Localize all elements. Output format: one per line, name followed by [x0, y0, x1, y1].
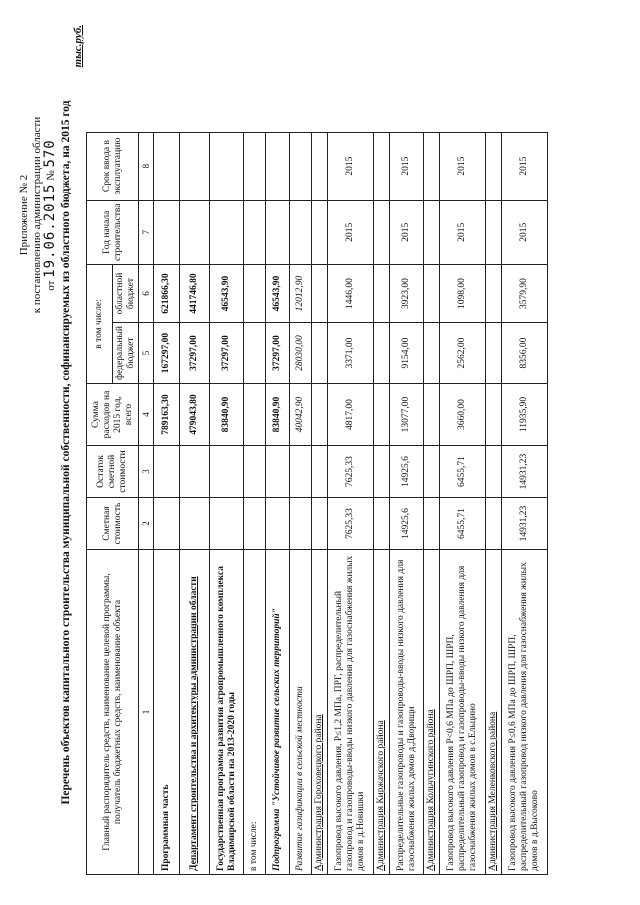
- header-remaining: Остаток сметной стоимости: [87, 446, 139, 498]
- cell-regional: 3579,90: [502, 265, 548, 323]
- unit-label: тыс.руб.: [72, 25, 84, 68]
- cell-federal: 167297,00: [154, 323, 180, 384]
- table-row: [210, 132, 244, 874]
- cell-regional: 12012,90: [290, 265, 312, 323]
- cell-estimate: [424, 498, 440, 550]
- column-index: 8: [139, 132, 154, 200]
- cell-total: [374, 384, 390, 446]
- table-row: [290, 132, 312, 874]
- cell-federal: 9154,00: [390, 323, 424, 384]
- cell-total: [312, 384, 328, 446]
- appendix-subtitle: к постановлению администрации области: [31, 116, 43, 314]
- cell-regional: [424, 265, 440, 323]
- row-name: Газопровод высокого давления Р<0,6 МПа до ШРП, ШРП, распределительный газопровод и газопроводы-вводы низкого давления для газоснабжения жилых домов в с.Ельцино: [440, 550, 486, 875]
- cell-total: 4817,00: [328, 384, 374, 446]
- row-name: Газопровод высокого давления Р≤0,6 МПа до ШРП, ШРП, распределительный газопровод низкого давления для газоснабжения жилых домов в д.Высоково: [502, 550, 548, 875]
- cell-start-year: [210, 200, 244, 264]
- cell-regional: 1098,00: [440, 265, 486, 323]
- cell-federal: [312, 323, 328, 384]
- cell-estimate: 14925,6: [390, 498, 424, 550]
- row-name: Развитие газификации в сельской местности: [290, 550, 312, 875]
- column-index: 5: [139, 323, 154, 384]
- cell-estimate: [312, 498, 328, 550]
- column-index: 3: [139, 446, 154, 498]
- cell-federal: [486, 323, 502, 384]
- row-name: в том числе:: [244, 550, 266, 875]
- cell-commissioning: 2015: [440, 132, 486, 200]
- table-row: [374, 132, 390, 874]
- cell-total: 83840,90: [266, 384, 290, 446]
- cell-regional: 46543,90: [266, 265, 290, 323]
- cell-start-year: [374, 200, 390, 264]
- cell-estimate: [180, 498, 210, 550]
- table-row: [154, 132, 180, 874]
- cell-commissioning: [180, 132, 210, 200]
- date-prefix: от: [45, 280, 57, 291]
- header-total-2015: Сумма расходов на 2015 год, всего: [87, 384, 139, 446]
- cell-federal: 2562,00: [440, 323, 486, 384]
- cell-federal: [244, 323, 266, 384]
- cell-commissioning: [486, 132, 502, 200]
- cell-remaining: [244, 446, 266, 498]
- header-federal: федеральный бюджет: [113, 323, 139, 384]
- cell-commissioning: [290, 132, 312, 200]
- cell-remaining: [290, 446, 312, 498]
- cell-regional: 621866,30: [154, 265, 180, 323]
- cell-remaining: [486, 446, 502, 498]
- cell-start-year: [312, 200, 328, 264]
- cell-remaining: [266, 446, 290, 498]
- cell-commissioning: [266, 132, 290, 200]
- cell-remaining: 14931,23: [502, 446, 548, 498]
- cell-regional: 1446,00: [328, 265, 374, 323]
- cell-start-year: [290, 200, 312, 264]
- cell-estimate: [374, 498, 390, 550]
- cell-commissioning: [244, 132, 266, 200]
- table-row: [486, 132, 502, 874]
- table-row: [244, 132, 266, 874]
- cell-total: 789163,30: [154, 384, 180, 446]
- cell-remaining: [210, 446, 244, 498]
- cell-total: 3660,00: [440, 384, 486, 446]
- column-index: 1: [139, 550, 154, 875]
- appendix-date-line: [44, 65, 58, 365]
- cell-start-year: [154, 200, 180, 264]
- cell-federal: [374, 323, 390, 384]
- column-index-row: [139, 132, 154, 874]
- cell-start-year: [486, 200, 502, 264]
- table-row: [440, 132, 486, 874]
- number-sign: №: [45, 170, 57, 181]
- cell-remaining: [180, 446, 210, 498]
- document-title: Перечень объектов капитального строительства муниципальной собственности, софинансируемых из областного бюджета, на 2015 год: [60, 100, 72, 805]
- column-index: 2: [139, 498, 154, 550]
- table-row: [328, 132, 374, 874]
- column-index: 6: [139, 265, 154, 323]
- cell-total: 40042,90: [290, 384, 312, 446]
- cell-estimate: [210, 498, 244, 550]
- header-regional: областной бюджет: [113, 265, 139, 323]
- header-including: в том числе:: [87, 265, 113, 384]
- cell-commissioning: [154, 132, 180, 200]
- row-name: Государственная программа развития агропромышленного комплекса Владимирской области на 2013-2020 годы: [210, 550, 244, 875]
- cell-remaining: [424, 446, 440, 498]
- cell-estimate: [266, 498, 290, 550]
- cell-commissioning: 2015: [502, 132, 548, 200]
- row-name: Распределительные газопроводы и газопроводы-вводы низкого давления для газоснабжения жилых домов д.Дворищи: [390, 550, 424, 875]
- cell-remaining: 14925,6: [390, 446, 424, 498]
- cell-federal: 8356,00: [502, 323, 548, 384]
- cell-start-year: 2015: [440, 200, 486, 264]
- cell-federal: 28030,00: [290, 323, 312, 384]
- cell-commissioning: [210, 132, 244, 200]
- cell-remaining: [154, 446, 180, 498]
- cell-start-year: 2015: [390, 200, 424, 264]
- cell-regional: [486, 265, 502, 323]
- cell-commissioning: 2015: [390, 132, 424, 200]
- cell-regional: 46543,90: [210, 265, 244, 323]
- cell-commissioning: [374, 132, 390, 200]
- table-row: [502, 132, 548, 874]
- cell-remaining: 7625,33: [328, 446, 374, 498]
- cell-total: 11935,90: [502, 384, 548, 446]
- cell-commissioning: [424, 132, 440, 200]
- cell-remaining: [312, 446, 328, 498]
- header-estimate: Сметная стоимость: [87, 498, 139, 550]
- cell-federal: 37297,00: [210, 323, 244, 384]
- cell-regional: [312, 265, 328, 323]
- cell-federal: 37297,00: [266, 323, 290, 384]
- appendix-label: Приложение № 2: [18, 174, 30, 256]
- header-commissioning: Срок ввода в эксплуатацию: [87, 132, 139, 200]
- cell-estimate: 6455,71: [440, 498, 486, 550]
- cell-estimate: 7625,33: [328, 498, 374, 550]
- column-index: 7: [139, 200, 154, 264]
- cell-estimate: 14931,23: [502, 498, 548, 550]
- table-row: [180, 132, 210, 874]
- cell-regional: 441746,80: [180, 265, 210, 323]
- row-name: Газопровод высокого давления, Р≤1,2 МПа, ПРГ, распределительный газопровод и газопроводы-вводы низкого давления для газоснабжения жилых домов в д.Новишки: [328, 550, 374, 875]
- cell-start-year: [266, 200, 290, 264]
- row-name: Администрация Киржачского района: [374, 550, 390, 875]
- decree-number: 570: [42, 139, 58, 168]
- table-row: [390, 132, 424, 874]
- cell-start-year: 2015: [328, 200, 374, 264]
- cell-total: 13077,00: [390, 384, 424, 446]
- row-name: Администрация Кольчугинского района: [424, 550, 440, 875]
- cell-start-year: 2015: [502, 200, 548, 264]
- row-name: Администрация Меленковского района: [486, 550, 502, 875]
- row-name: Подпрограмма "Устойчивое развитие сельских территорий": [266, 550, 290, 875]
- cell-remaining: 6455,71: [440, 446, 486, 498]
- cell-total: 83840,90: [210, 384, 244, 446]
- cell-total: [244, 384, 266, 446]
- cell-start-year: [424, 200, 440, 264]
- cell-total: [486, 384, 502, 446]
- cell-commissioning: 2015: [328, 132, 374, 200]
- cell-regional: 3923,00: [390, 265, 424, 323]
- table-row: [266, 132, 290, 874]
- cell-regional: [244, 265, 266, 323]
- cell-estimate: [486, 498, 502, 550]
- cell-regional: [374, 265, 390, 323]
- row-name: Программная часть: [154, 550, 180, 875]
- table-row: [312, 132, 328, 874]
- cell-remaining: [374, 446, 390, 498]
- cell-estimate: [154, 498, 180, 550]
- cell-start-year: [244, 200, 266, 264]
- table-row: [424, 132, 440, 874]
- cell-federal: [424, 323, 440, 384]
- cell-total: 479043,80: [180, 384, 210, 446]
- row-name: Администрация Гороховецкого района: [312, 550, 328, 875]
- header-start-year: Год начала строительства: [87, 200, 139, 264]
- decree-date: 19.06.2015: [42, 183, 58, 278]
- cell-estimate: [290, 498, 312, 550]
- cell-commissioning: [312, 132, 328, 200]
- cell-federal: 37297,00: [180, 323, 210, 384]
- row-name: Департамент строительства и архитектуры администрации области: [180, 550, 210, 875]
- cell-estimate: [244, 498, 266, 550]
- cell-start-year: [180, 200, 210, 264]
- header-name: Главный распорядитель средств, наименование целевой программы, получатель бюджетных средств, наименование объекта: [87, 550, 139, 875]
- cell-federal: 3371,00: [328, 323, 374, 384]
- cell-total: [424, 384, 440, 446]
- objects-table: [86, 132, 548, 875]
- column-index: 4: [139, 384, 154, 446]
